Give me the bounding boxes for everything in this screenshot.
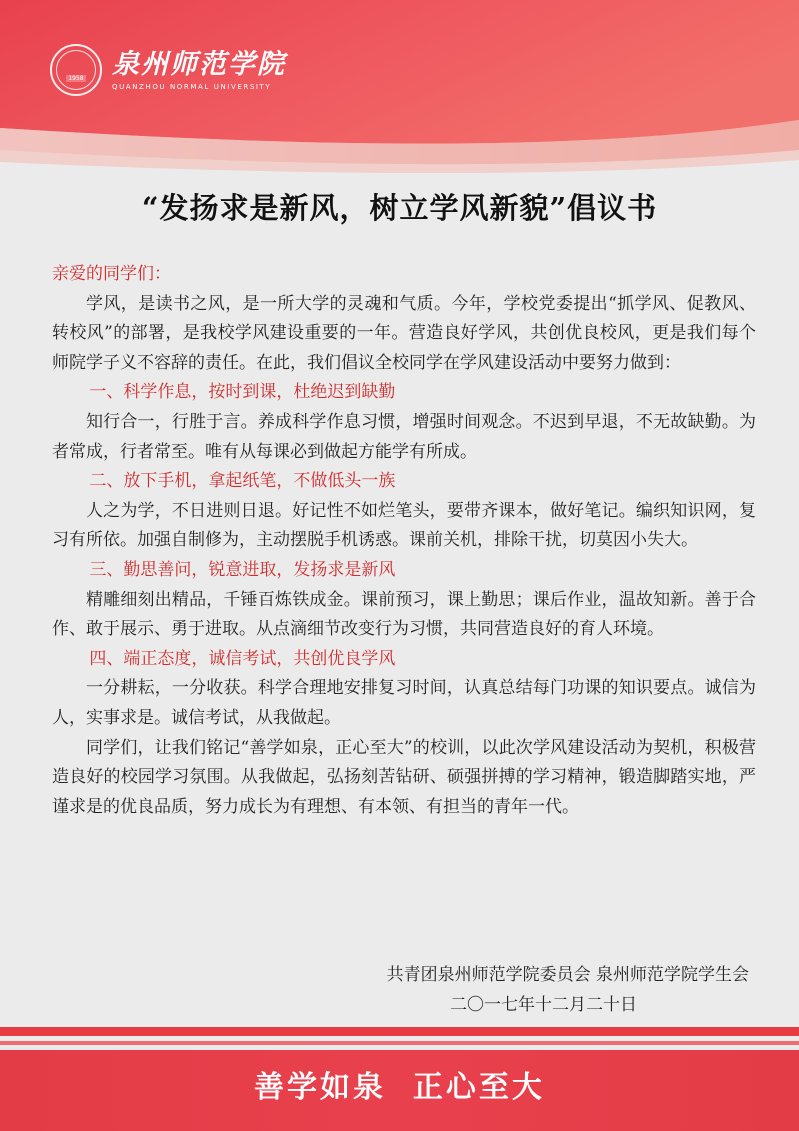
- school-logo: [50, 44, 286, 96]
- seal-year: 1958: [68, 74, 84, 82]
- footer-stripe-thin: [0, 1041, 799, 1045]
- school-seal-icon: [50, 44, 102, 96]
- document-body: [52, 260, 756, 822]
- document-title: “发扬求是新风，树立学风新貌”倡议书: [141, 191, 658, 225]
- closing-paragraph: 同学们，让我们铭记“善学如泉，正心至大”的校训，以此次学风建设活动为契机，积极营造良好的校园学习氛围。从我做起，弘扬刻苦钻研、硕强拼搏的学习精神，锻造脚踏实地，严谨求是的优良品质，努力成长为有理想、有本领、有担当的青年一代。: [52, 737, 756, 817]
- school-motto: 善学如泉 正心至大: [254, 1070, 545, 1105]
- section-heading-1: 一、科学作息，按时到课，杜绝迟到缺勤: [89, 382, 396, 403]
- school-name-en: QUANZHOU NORMAL UNIVERSITY: [112, 82, 272, 91]
- signature-block: [387, 960, 749, 1020]
- section-heading-3: 三、勤思善问，锐意进取，发扬求是新风: [89, 559, 396, 580]
- section-heading-4: 四、端正态度，诚信考试，共创优良学风: [89, 648, 396, 669]
- section-text-2: 人之为学，不日进则日退。好记性不如烂笔头，要带齐课本，做好笔记。编织知识网，复习有所依。加强自制修为，主动摆脱手机诱惑。课前关机，排除干扰，切莫因小失大。: [52, 500, 756, 551]
- intro-paragraph: 学风，是读书之风，是一所大学的灵魂和气质。今年，学校党委提出“抓学风、促教风、转校风”的部署，是我校学风建设重要的一年。营造良好学风，共创优良校风，更是我们每个师院学子义不容辞的责任。在此，我们倡议全校同学在学风建设活动中要努力做到：: [52, 293, 756, 373]
- footer-stripe-top: [0, 1027, 799, 1036]
- section-text-1: 知行合一，行胜于言。养成科学作息习惯，增强时间观念。不迟到早退，不无故缺勤。为者常成，行者常至。唯有从每课必到做起方能学有所成。: [52, 411, 756, 462]
- section-heading-2: 二、放下手机，拿起纸笔，不做低头一族: [89, 471, 396, 492]
- school-name-cn: 泉州师范学院: [112, 48, 286, 80]
- greeting: 亲爱的同学们：: [52, 264, 171, 284]
- section-text-4: 一分耕耘，一分收获。科学合理地安排复习时间，认真总结每门功课的知识要点。诚信为人，实事求是。诚信考试，从我做起。: [52, 678, 756, 728]
- section-text-3: 精雕细刻出精品，千锤百炼铁成金。课前预习，课上勤思；课后作业，温故知新。善于合作、敢于展示、勇于进取。从点滴细节改变行为习惯，共同营造良好的育人环境。: [52, 589, 756, 640]
- date: 二〇一七年十二月二十日: [450, 995, 637, 1015]
- signature: 共青团泉州师范学院委员会 泉州师范学院学生会: [386, 965, 749, 985]
